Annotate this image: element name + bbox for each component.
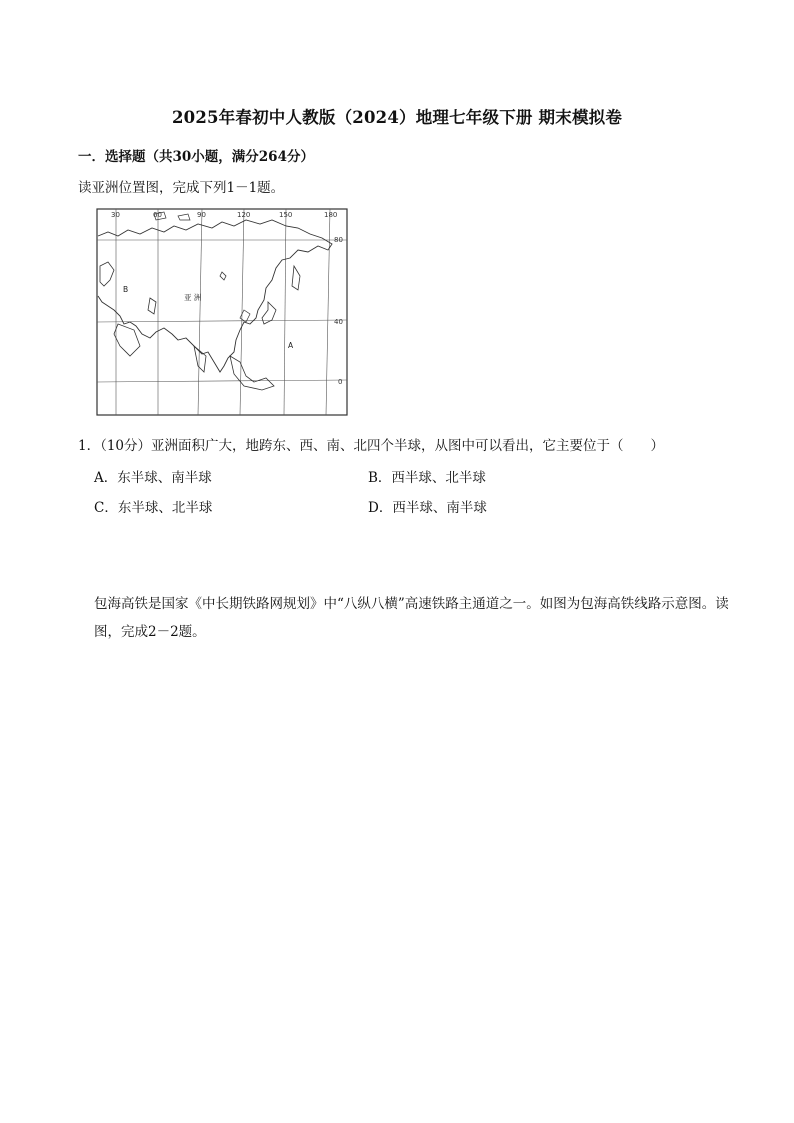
question-1-option-d[interactable]: D．西半球、南半球 xyxy=(368,500,487,516)
section-heading: 一．选择题（共30小题，满分264分） xyxy=(78,149,314,165)
tick-lat-40: 40 xyxy=(334,318,343,326)
label-A: A xyxy=(288,341,294,350)
tick-lat-0: 0 xyxy=(338,378,343,386)
tick-lat-80: 80 xyxy=(334,236,343,244)
label-B: B xyxy=(123,285,129,294)
tick-lon-150: 150 xyxy=(279,211,293,219)
question-1-option-b[interactable]: B．西半球、北半球 xyxy=(368,470,486,486)
question-1-stem: 1．（10分）亚洲面积广大，地跨东、西、南、北四个半球，从图中可以看出，它主要位于（ ） xyxy=(78,438,665,454)
question-1-option-a[interactable]: A．东半球、南半球 xyxy=(94,470,212,486)
tick-lon-90: 90 xyxy=(197,211,206,219)
railway-question-intro: 包海高铁是国家《中长期铁路网规划》中“八纵八横”高速铁路主通道之一。如图为包海高铁线路示意图。读图，完成2－2题。 xyxy=(94,596,729,640)
tick-lon-60: 60 xyxy=(153,211,162,219)
tick-lon-30: 30 xyxy=(111,211,120,219)
tick-lon-120: 120 xyxy=(237,211,251,219)
label-asia: 亚 洲 xyxy=(184,293,202,302)
map-question-intro: 读亚洲位置图，完成下列1－1题。 xyxy=(78,180,285,196)
page-title: 2025年春初中人教版（2024）地理七年级下册 期末模拟卷 xyxy=(171,108,623,127)
question-1-option-c[interactable]: C．东半球、北半球 xyxy=(94,500,213,516)
asia-location-map xyxy=(94,206,350,418)
tick-lon-180: 180 xyxy=(324,211,338,219)
